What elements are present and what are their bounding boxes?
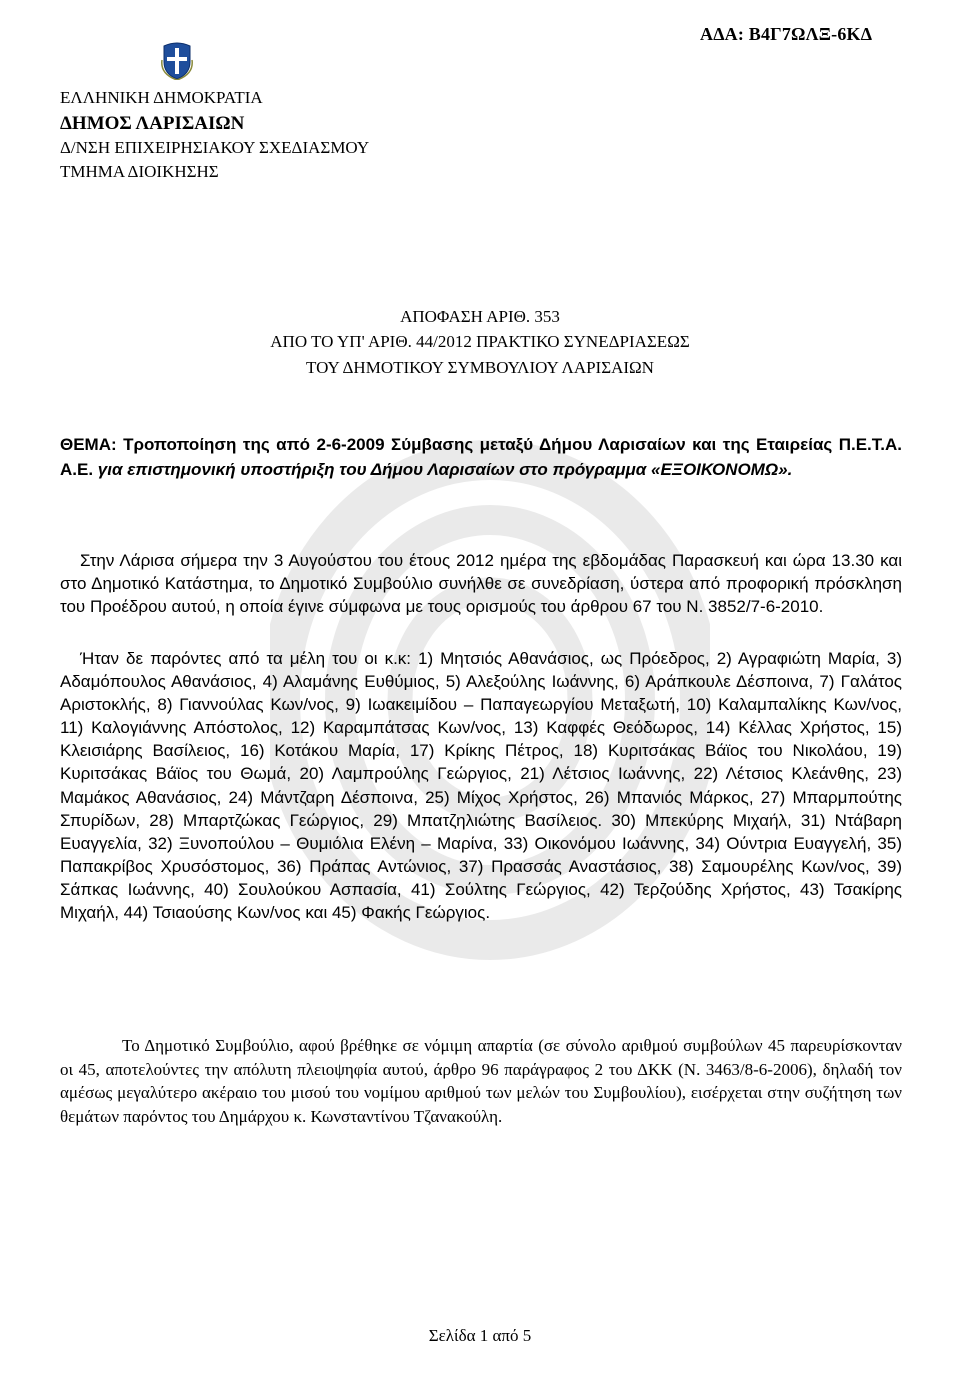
page-footer: Σελίδα 1 από 5 — [428, 1326, 532, 1345]
quorum-paragraph: Το Δημοτικό Συμβούλιο, αφού βρέθηκε σε νόμιμη απαρτία (σε σύνολο αριθμού συμβούλων 45 παρευρίσκονταν οι 45, αποτελούντες την απόλυτη πλειοψηφία αυτού, άρθρο 96 παράγραφος 2 του ΔΚΚ (Ν. 3463/8-6-2006), δηλαδή τον αμέσως μεγαλύτερο ακέραιο του μισού του νομίμου αριθμού των μελών του Συμβουλίου), εισέρχεται στην συζήτηση των θεμάτων παρόντος του Δημάρχου κ. Κωνσταντίνου Τζανακούλη. — [60, 1036, 902, 1126]
header-municipality: ΔΗΜΟΣ ΛΑΡΙΣΑΙΩΝ — [60, 113, 245, 134]
subject-paragraph — [60, 433, 902, 482]
subject-title: ΘΕΜΑ: Τροποποίηση της από 2-6-2009 Σύμβασης μεταξύ Δήμου Λαρισαίων και της Εταιρείας Π.Ε.Τ.Α. Α.Ε. — [60, 435, 902, 479]
subject-description: για επιστημονική υποστήριξη του Δήμου Λαρισαίων στο πρόγραμμα «ΕΞΟΙΚΟΝΟΜΩ». — [93, 459, 793, 479]
decision-minutes: ΑΠΟ ΤΟ ΥΠ' ΑΡΙΘ. 44/2012 ΠΡΑΚΤΙΚΟ ΣΥΝΕΔΡΙΑΣΕΩΣ — [270, 332, 690, 351]
decision-council: ΤΟΥ ΔΗΜΟΤΙΚΟΥ ΣΥΜΒΟΥΛΙΟΥ ΛΑΡΙΣΑΙΩΝ — [306, 358, 654, 377]
header-department: ΤΜΗΜΑ ΔΙΟΙΚΗΣΗΣ — [60, 162, 219, 181]
header-republic: ΕΛΛΗΝΙΚΗ ΔΗΜΟΚΡΑΤΙΑ — [60, 88, 263, 107]
greek-emblem-icon — [160, 40, 194, 80]
header-directorate: Δ/ΝΣΗ ΕΠΙΧΕΙΡΗΣΙΑΚΟΥ ΣΧΕΔΙΑΣΜΟΥ — [60, 138, 370, 157]
ada-code: ΑΔΑ: Β4Γ7ΩΛΞ-6ΚΔ — [700, 24, 873, 44]
meeting-paragraph: Στην Λάρισα σήμερα την 3 Αυγούστου του έτους 2012 ημέρα της εβδομάδας Παρασκευή και ώρα 13.30 και στο Δημοτικό Κατάστημα, το Δημοτικό Συμβούλιο συνήλθε σε συνεδρίαση, ύστερα από προφορική πρόσκληση του Προέδρου αυτού, η οποία έγινε σύμφωνα με τους ορισμούς του άρθρου 67 του Ν. 3852/7-6-2010. — [60, 551, 902, 617]
decision-number: ΑΠΟΦΑΣΗ ΑΡΙΘ. 353 — [400, 307, 560, 326]
present-members-paragraph: Ήταν δε παρόντες από τα μέλη του οι κ.κ: 1) Μητσιός Αθανάσιος, ως Πρόεδρος, 2) Αγραφιώτη Μαρία, 3) Αδαμόπουλος Αθανάσιος, 4) Αλαμάνης Ευθύμιος, 5) Αλεξούλης Ιωάννης, 6) Αράπκουλε Δέσποινα, 7) Γαλάτος Αριστοκλής, 8) Γιαννούλας Κων/νος, 9) Ιωακειμίδου – Παπαγεωργίου Μεταξωτή, 10) Καλαμπαλίκης Κων/νος, 11) Καλογιάννης Απόστολος, 12) Καραμπάτσας Κων/νος, 13) Καφφές Θεόδωρος, 14) Κέλλας Χρήστος, 15) Κλεισιάρης Βασίλειος, 16) Κοτάκου Μαρία, 17) Κρίκης Πέτρος, 18) Κυριτσάκας Βάϊος του Νικολάου, 19) Κυριτσάκας Βάϊος του Θωμά, 20) Λαμπρούλης Γεώργιος, 21) Λέτσιος Ιωάννης, 22) Λέτσιος Κλεάνθης, 23) Μαμάκος Αθανάσιος, 24) Μάντζαρη Δέσποινα, 25) Μίχος Χρήστος, 26) Μπανιός Μάρκος, 27) Μπαρμπούτης Σπυρίδων, 28) Μπαρτζώκας Γεώργιος, 29) Μπατζηλιώτης Βασίλειος. 30) Μπεκύρης Μιχαήλ, 31) Ντάβαρη Ευαγγελία, 32) Ξυνοπούλου – Θυμιόλια Ελένη – Μαρίνα, 33) Οικονόμου Ιωάννης, 34) Ούντρια Ευαγγελή, 35) Παπακρίβος Χρυσόστομος, 36) Πράπας Αντώνιος, 37) Πρασσάς Αναστάσιος, 38) Σαμουρέλης Κων/νος, 39) Σάπκας Ιωάννης, 40) Σουλούκου Ασπασία, 41) Σούλτης Γεώργιος, 42) Τερζούδης Χρήστος, 43) Τσακίρης Μιχαήλ, 44) Τσιαούσης Κων/νος και 45) Φακής Γεώργιος. — [60, 649, 902, 923]
